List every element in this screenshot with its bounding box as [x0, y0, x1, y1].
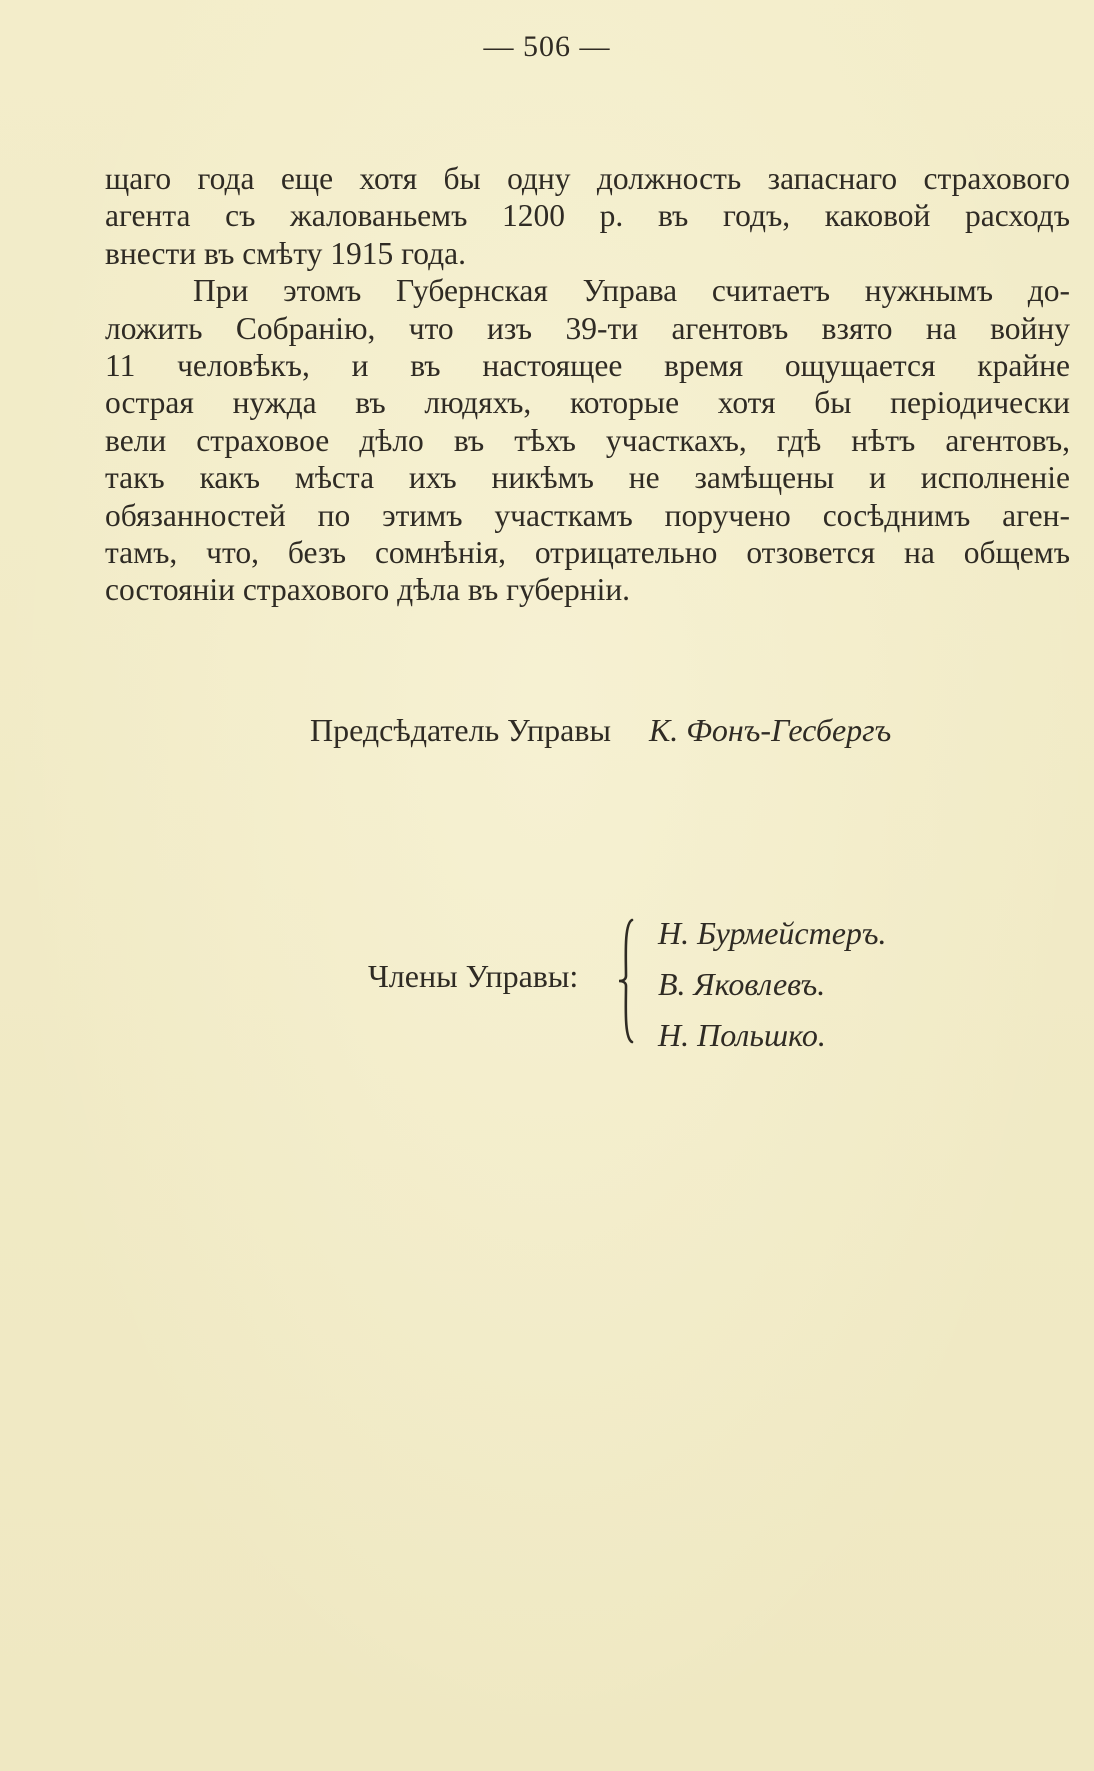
- text-line: 11 человѣкъ, и въ настоящее время ощущается крайне: [105, 348, 1070, 384]
- text-line: ложить Собранію, что изъ 39-ти агентовъ взято на войну: [105, 310, 1070, 346]
- body-paragraphs: [105, 160, 1070, 609]
- text-line: внести въ смѣту 1915 года.: [105, 235, 466, 271]
- page-number: — 506 —: [483, 30, 611, 63]
- member-name: В. Яковлевъ.: [658, 966, 826, 1002]
- chairman-name: К. Фонъ-Гесбергъ: [648, 712, 892, 748]
- text-line: состояніи страхового дѣла въ губерніи.: [105, 572, 631, 608]
- curly-brace-icon: [618, 918, 638, 1044]
- text-line: агента съ жалованьемъ 1200 р. въ годъ, каковой расходъ: [105, 198, 1070, 234]
- chairman-signature-block: [310, 712, 891, 749]
- text-line: такъ какъ мѣста ихъ никѣмъ не замѣщены и исполненіе: [105, 460, 1070, 496]
- chairman-title: Предсѣдатель Управы: [310, 712, 611, 748]
- text-line: вели страховое дѣло въ тѣхъ участкахъ, гдѣ нѣтъ агентовъ,: [105, 422, 1070, 458]
- members-label: Члены Управы:: [368, 958, 579, 994]
- member-name: Н. Бурмейстеръ.: [658, 915, 887, 951]
- text-line: щаго года еще хотя бы одну должность запаснаго страхового: [105, 161, 1070, 196]
- text-line: тамъ, что, безъ сомнѣнія, отрицательно отзовется на общемъ: [105, 535, 1070, 571]
- text-line: острая нужда въ людяхъ, которые хотя бы періодически: [105, 385, 1070, 421]
- text-line: обязанностей по этимъ участкамъ поручено сосѣднимъ аген-: [105, 497, 1070, 533]
- text-line: При этомъ Губернская Управа считаетъ нужнымъ до-: [193, 273, 1070, 309]
- member-name: Н. Польшко.: [658, 1017, 826, 1053]
- members-list: [658, 908, 887, 1061]
